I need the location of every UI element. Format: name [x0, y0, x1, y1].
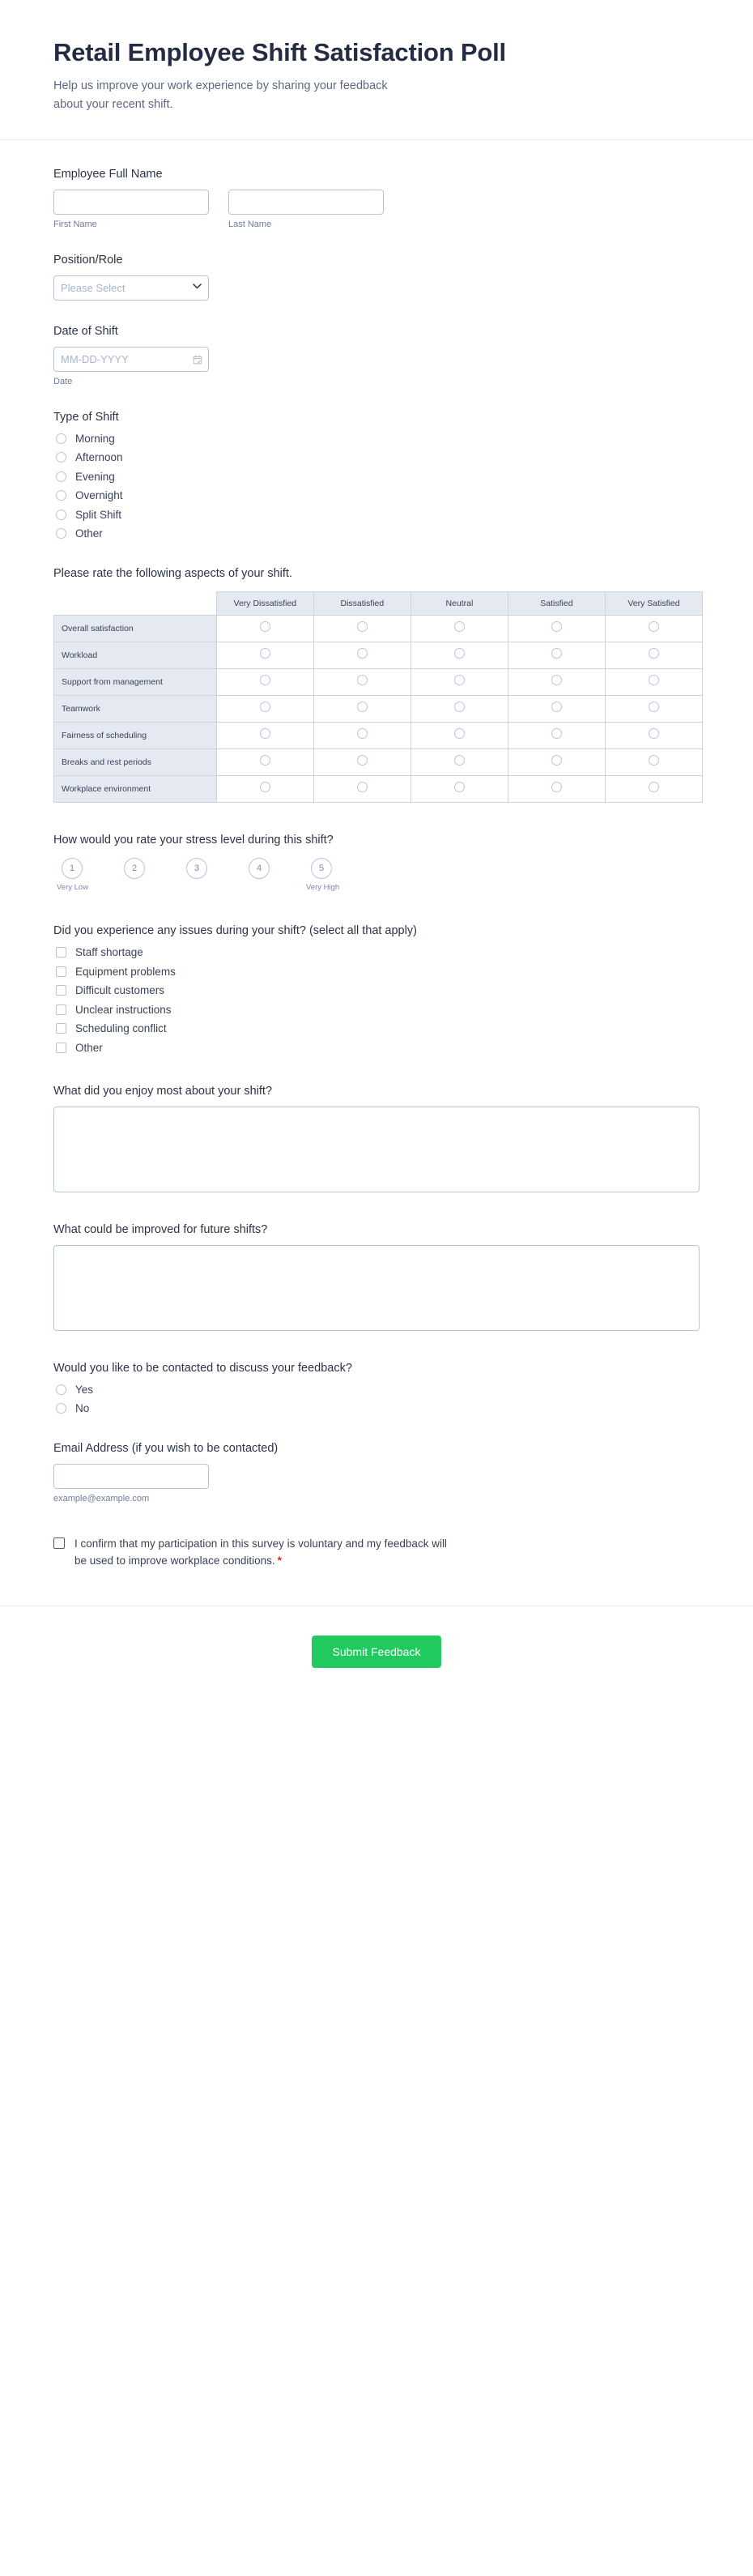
matrix-cell[interactable] — [216, 749, 313, 776]
contact-options — [53, 1384, 700, 1415]
matrix-radio[interactable] — [357, 782, 368, 792]
consent-row[interactable] — [53, 1536, 700, 1570]
stress-scale-item[interactable] — [119, 858, 150, 883]
consent-label — [74, 1536, 455, 1570]
stress-scale-circle[interactable]: 1 — [62, 858, 83, 879]
improved-textarea[interactable] — [53, 1245, 700, 1331]
matrix-cell[interactable] — [508, 616, 605, 642]
matrix-row — [54, 642, 703, 669]
matrix-row — [54, 669, 703, 696]
date-input-wrap — [53, 347, 209, 372]
matrix-radio[interactable] — [357, 702, 368, 712]
matrix-radio[interactable] — [649, 782, 659, 792]
matrix-column-header: Very Dissatisfied — [216, 592, 313, 616]
form-header — [0, 0, 753, 140]
field-enjoyed-most — [53, 1085, 700, 1192]
matrix-radio[interactable] — [357, 755, 368, 766]
matrix-radio[interactable] — [649, 648, 659, 659]
field-satisfaction-matrix — [53, 567, 700, 803]
field-contact-preference — [53, 1362, 700, 1415]
issue-checkbox[interactable] — [56, 947, 66, 957]
required-asterisk: * — [277, 1554, 282, 1567]
form-footer — [0, 1606, 753, 1707]
stress-scale-circle[interactable]: 5 — [311, 858, 332, 879]
name-row — [53, 190, 700, 229]
matrix-radio[interactable] — [260, 728, 270, 739]
position-label: Position/Role — [53, 253, 123, 267]
issue-option-label: Scheduling conflict — [75, 1022, 167, 1035]
matrix-row-label: Fairness of scheduling — [54, 723, 217, 749]
shift-type-radio[interactable] — [56, 471, 66, 482]
matrix-cell[interactable] — [216, 776, 313, 803]
matrix-row-label: Teamwork — [54, 696, 217, 723]
matrix-cell[interactable] — [605, 723, 702, 749]
issue-option[interactable] — [53, 966, 700, 978]
matrix-cell[interactable] — [313, 642, 411, 669]
email-input[interactable] — [53, 1464, 209, 1489]
shift-type-radio[interactable] — [56, 528, 66, 539]
matrix-cell[interactable] — [411, 749, 508, 776]
matrix-radio[interactable] — [454, 782, 465, 792]
matrix-cell[interactable] — [313, 723, 411, 749]
matrix-radio[interactable] — [260, 755, 270, 766]
contact-option-label: No — [75, 1402, 90, 1415]
page-subtitle: Help us improve your work experience by sharing your feedback about your recent shift. — [53, 79, 388, 112]
matrix-radio[interactable] — [260, 648, 270, 659]
stress-scale-item[interactable] — [306, 858, 340, 893]
issue-option-label: Other — [75, 1041, 103, 1054]
issue-option-label: Staff shortage — [75, 946, 143, 959]
matrix-radio[interactable] — [357, 621, 368, 632]
stress-scale-item[interactable] — [57, 858, 87, 892]
first-name-input[interactable] — [53, 190, 209, 215]
stress-scale-caption: Very High — [306, 883, 340, 893]
issue-checkbox[interactable] — [56, 966, 66, 977]
matrix-radio[interactable] — [649, 675, 659, 685]
field-employee-full-name — [53, 168, 700, 229]
matrix-radio[interactable] — [551, 675, 562, 685]
matrix-radio[interactable] — [454, 621, 465, 632]
matrix-cell[interactable] — [216, 723, 313, 749]
shift-type-label: Type of Shift — [53, 410, 119, 424]
matrix-radio[interactable] — [454, 648, 465, 659]
matrix-cell[interactable] — [605, 776, 702, 803]
stress-scale-circle[interactable]: 2 — [124, 858, 145, 879]
shift-type-option[interactable] — [53, 509, 700, 521]
matrix-cell[interactable] — [411, 669, 508, 696]
shift-type-option-label: Other — [75, 527, 103, 540]
issue-option[interactable] — [53, 1004, 700, 1016]
matrix-row-label: Breaks and rest periods — [54, 749, 217, 776]
field-position-role — [53, 254, 700, 301]
contact-option-label: Yes — [75, 1383, 94, 1396]
matrix-cell[interactable] — [508, 669, 605, 696]
matrix-cell[interactable] — [508, 696, 605, 723]
field-stress-level — [53, 834, 700, 892]
issue-option-label: Equipment problems — [75, 965, 176, 978]
field-type-of-shift — [53, 411, 700, 540]
contact-question: Would you like to be contacted to discuss your feedback? — [53, 1361, 352, 1375]
shift-type-option[interactable] — [53, 471, 700, 483]
matrix-cell[interactable] — [313, 669, 411, 696]
shift-type-option[interactable] — [53, 433, 700, 445]
shift-type-option-label: Afternoon — [75, 451, 123, 464]
stress-scale — [57, 858, 700, 892]
matrix-cell[interactable] — [216, 696, 313, 723]
position-select-wrap — [53, 275, 209, 301]
page-title: Retail Employee Shift Satisfaction Poll — [53, 38, 506, 66]
matrix-cell[interactable] — [313, 696, 411, 723]
matrix-cell[interactable] — [411, 616, 508, 642]
matrix-cell[interactable] — [411, 696, 508, 723]
stress-scale-item[interactable] — [181, 858, 212, 883]
improved-label: What could be improved for future shifts? — [53, 1222, 268, 1236]
matrix-radio[interactable] — [454, 702, 465, 712]
stress-scale-item[interactable] — [244, 858, 274, 883]
submit-feedback-button[interactable]: Submit Feedback — [312, 1636, 442, 1668]
matrix-radio[interactable] — [649, 755, 659, 766]
issue-checkbox[interactable] — [56, 1023, 66, 1034]
first-name-sublabel: First Name — [53, 219, 97, 229]
matrix-header-row — [54, 592, 703, 616]
matrix-radio[interactable] — [551, 755, 562, 766]
matrix-radio[interactable] — [649, 728, 659, 739]
matrix-radio[interactable] — [454, 728, 465, 739]
issue-option-label: Difficult customers — [75, 984, 165, 997]
field-email-address — [53, 1442, 700, 1503]
shift-type-radio[interactable] — [56, 510, 66, 520]
issue-option[interactable] — [53, 984, 700, 996]
matrix-column-header: Dissatisfied — [313, 592, 411, 616]
shift-type-radio[interactable] — [56, 452, 66, 463]
form-body — [0, 140, 753, 1570]
matrix-cell[interactable] — [313, 776, 411, 803]
issues-options — [53, 946, 700, 1054]
matrix-radio[interactable] — [454, 675, 465, 685]
matrix-row — [54, 776, 703, 803]
contact-option[interactable] — [53, 1402, 700, 1414]
matrix-column-header: Very Satisfied — [605, 592, 702, 616]
matrix-row — [54, 696, 703, 723]
matrix-cell[interactable] — [605, 642, 702, 669]
stress-scale-circle[interactable]: 3 — [186, 858, 207, 879]
issue-checkbox[interactable] — [56, 985, 66, 996]
matrix-radio[interactable] — [454, 755, 465, 766]
contact-radio[interactable] — [56, 1384, 66, 1395]
issue-checkbox[interactable] — [56, 1043, 66, 1053]
calendar-icon[interactable] — [193, 354, 202, 364]
matrix-cell[interactable] — [216, 616, 313, 642]
matrix-cell[interactable] — [313, 616, 411, 642]
shift-type-options — [53, 433, 700, 540]
matrix-radio[interactable] — [260, 675, 270, 685]
matrix-row-label: Support from management — [54, 669, 217, 696]
shift-type-option[interactable] — [53, 489, 700, 501]
issues-question: Did you experience any issues during your shift? (select all that apply) — [53, 924, 417, 938]
issue-option-label: Unclear instructions — [75, 1003, 172, 1016]
date-input[interactable] — [53, 347, 209, 372]
matrix-radio[interactable] — [260, 782, 270, 792]
matrix-cell[interactable] — [508, 776, 605, 803]
matrix-radio[interactable] — [260, 702, 270, 712]
matrix-cell[interactable] — [411, 723, 508, 749]
matrix-column-header: Neutral — [411, 592, 508, 616]
shift-type-option-label: Morning — [75, 432, 115, 445]
email-sublabel: example@example.com — [53, 1494, 150, 1504]
matrix-cell[interactable] — [216, 642, 313, 669]
matrix-cell[interactable] — [411, 642, 508, 669]
contact-radio[interactable] — [56, 1403, 66, 1414]
last-name-group — [228, 190, 384, 229]
matrix-column-header: Satisfied — [508, 592, 605, 616]
stress-scale-circle[interactable]: 4 — [249, 858, 270, 879]
matrix-row — [54, 749, 703, 776]
matrix-cell[interactable] — [508, 723, 605, 749]
matrix-cell[interactable] — [411, 776, 508, 803]
matrix-cell[interactable] — [605, 669, 702, 696]
matrix-question: Please rate the following aspects of your shift. — [53, 567, 292, 581]
matrix-cell[interactable] — [605, 749, 702, 776]
position-select[interactable] — [53, 275, 209, 301]
last-name-sublabel: Last Name — [228, 219, 272, 229]
matrix-corner-cell — [54, 592, 217, 616]
matrix-radio[interactable] — [551, 728, 562, 739]
email-input-wrap — [53, 1464, 209, 1503]
matrix-cell[interactable] — [605, 616, 702, 642]
field-could-be-improved — [53, 1223, 700, 1331]
consent-text: I confirm that my participation in this survey is voluntary and my feedback will be used to improve workplace conditions. — [74, 1537, 447, 1567]
matrix-radio[interactable] — [357, 675, 368, 685]
first-name-group — [53, 190, 209, 229]
matrix-radio[interactable] — [551, 782, 562, 792]
position-selected-value: Please Select — [61, 281, 126, 294]
matrix-radio[interactable] — [551, 648, 562, 659]
shift-type-option[interactable] — [53, 451, 700, 463]
matrix-radio[interactable] — [551, 621, 562, 632]
matrix-row-label: Overall satisfaction — [54, 616, 217, 642]
matrix-cell[interactable] — [508, 749, 605, 776]
date-sublabel: Date — [53, 376, 73, 386]
matrix-cell[interactable] — [313, 749, 411, 776]
matrix-cell[interactable] — [508, 642, 605, 669]
last-name-input[interactable] — [228, 190, 384, 215]
matrix-row-label: Workload — [54, 642, 217, 669]
field-shift-issues — [53, 924, 700, 1054]
matrix-cell[interactable] — [605, 696, 702, 723]
email-label: Email Address (if you wish to be contacted) — [53, 1442, 279, 1456]
issue-checkbox[interactable] — [56, 1004, 66, 1015]
matrix-radio[interactable] — [551, 702, 562, 712]
field-date-of-shift — [53, 325, 700, 386]
satisfaction-matrix-table — [53, 591, 703, 803]
date-label: Date of Shift — [53, 324, 118, 338]
shift-type-option[interactable] — [53, 527, 700, 540]
shift-type-radio[interactable] — [56, 433, 66, 444]
issue-option[interactable] — [53, 1042, 700, 1054]
shift-type-option-label: Split Shift — [75, 508, 122, 521]
shift-type-option-label: Overnight — [75, 489, 123, 502]
shift-type-radio[interactable] — [56, 490, 66, 501]
matrix-radio[interactable] — [649, 621, 659, 632]
contact-option[interactable] — [53, 1384, 700, 1396]
consent-checkbox[interactable] — [53, 1537, 65, 1549]
matrix-row — [54, 723, 703, 749]
matrix-radio[interactable] — [649, 702, 659, 712]
matrix-radio[interactable] — [357, 728, 368, 739]
matrix-cell[interactable] — [216, 669, 313, 696]
enjoyed-label: What did you enjoy most about your shift? — [53, 1084, 273, 1098]
shift-type-option-label: Evening — [75, 470, 115, 483]
issue-option[interactable] — [53, 946, 700, 958]
enjoyed-textarea[interactable] — [53, 1107, 700, 1192]
matrix-radio[interactable] — [357, 648, 368, 659]
matrix-radio[interactable] — [260, 621, 270, 632]
stress-scale-caption: Very Low — [57, 883, 89, 893]
employee-name-label: Employee Full Name — [53, 167, 163, 181]
stress-question: How would you rate your stress level during this shift? — [53, 834, 334, 847]
matrix-row — [54, 616, 703, 642]
matrix-row-label: Workplace environment — [54, 776, 217, 803]
issue-option[interactable] — [53, 1022, 700, 1034]
